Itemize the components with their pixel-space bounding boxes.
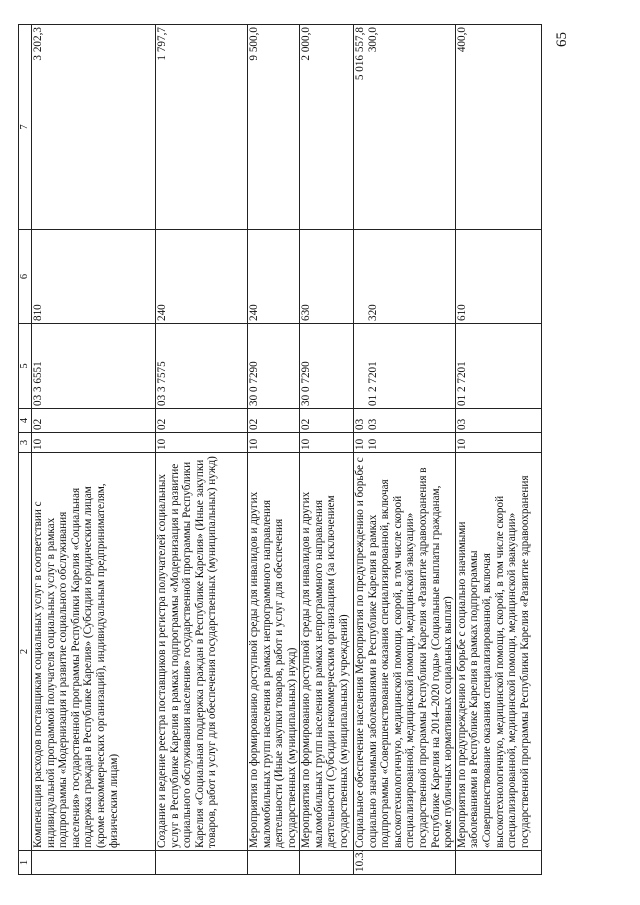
table-row — [248, 25, 300, 875]
subsection-code: 02 — [156, 409, 248, 433]
section-code — [354, 433, 456, 453]
section-code: 10 — [156, 433, 248, 453]
row-description: Мероприятия по формированию доступной среды для инвалидов и других маломобильных групп населения в рамках непрограммного направления деятельности (Субсидии некоммерческим организациям (за исключением государственных (муниципальных) учреждений) — [300, 453, 354, 851]
expense-type-code-item: 320 — [366, 304, 379, 321]
section-code: 10 — [32, 433, 156, 453]
section-code-item: 10 — [366, 438, 379, 450]
target-article-code: 03 3 6551 — [32, 324, 156, 409]
row-description: Создание и ведение реестра поставщиков и регистра получателей социальных услуг в Республике Карелия в рамках подпрограммы «Модернизация и развитие социального обслуживания населения» государственной программы Республики Карелия «Социальная поддержка граждан в Республике Карелия» (Иные закупки товаров, работ и услуг для обеспечения государственных (муниципальных) нужд) — [156, 453, 248, 851]
row-description: Социальное обеспечение населения Мероприятия по предупреждению и борьбе с социально значимыми заболеваниями в Республике Карелия в рамках подпрограммы «Совершенствование оказания специализированной, включая высокотехнологичную, медицинской помощи, скорой, в том числе скорой специализированной, медицинской помощи, медицинской эвакуации» государственной программы Республики Карелия «Развитие здравоохранения в Республике Карелия на 2014–2020 годы» (Социальные выплаты гражданам, кроме публичных нормативных социальных выплат) — [354, 453, 456, 851]
budget-table — [18, 24, 542, 875]
target-article-code: 30 0 7290 — [300, 324, 354, 409]
expense-type-code: 630 — [300, 230, 354, 324]
subsection-code-total: 03 — [354, 418, 366, 430]
subsection-code: 02 — [300, 409, 354, 433]
target-article-code: 01 2 7201 — [455, 324, 541, 409]
target-article-code-item: 01 2 7201 — [366, 361, 379, 406]
col-header-5: 5 — [19, 324, 32, 409]
col-header-7: 7 — [19, 25, 32, 230]
subsection-code-item: 03 — [366, 418, 379, 430]
expense-type-code — [354, 230, 456, 324]
target-article-code — [354, 324, 456, 409]
col-header-4: 4 — [19, 409, 32, 433]
target-article-code: 03 3 7575 — [156, 324, 248, 409]
section-code: 10 — [248, 433, 300, 453]
section-code-total: 10 — [354, 438, 366, 450]
subsection-code — [354, 409, 456, 433]
table-row — [156, 25, 248, 875]
amount: 2 000,0 — [300, 25, 354, 230]
expense-type-code: 610 — [455, 230, 541, 324]
rotated-document — [18, 17, 583, 887]
amount-total: 5 016 557,8 — [354, 27, 366, 81]
table-row — [455, 25, 541, 875]
row-number — [455, 851, 541, 875]
subsection-code: 02 — [248, 409, 300, 433]
table-header-row — [19, 25, 32, 875]
subsection-code: 02 — [32, 409, 156, 433]
expense-type-code: 810 — [32, 230, 156, 324]
row-description: Мероприятия по предупреждению и борьбе с социально значимыми заболеваниями в Республике Карелия в рамках подпрограммы «Совершенствование оказания специализированной, включая высокотехнологичную, медицинской помощи, скорой, в том числе скорой специализированной, медицинской помощи, медицинской эвакуации» государственной программы Республики Карелия «Развитие здравоохранения — [455, 453, 541, 851]
row-number — [156, 851, 248, 875]
section-code: 10 — [455, 433, 541, 453]
amount: 400,0 — [455, 25, 541, 230]
col-header-2: 2 — [19, 453, 32, 851]
amount: 1 797,7 — [156, 25, 248, 230]
table-row — [354, 25, 456, 875]
table-row — [32, 25, 156, 875]
expense-type-code: 240 — [248, 230, 300, 324]
row-number: 10.3. — [354, 851, 456, 875]
target-article-code: 30 0 7290 — [248, 324, 300, 409]
row-number — [248, 851, 300, 875]
expense-type-code: 240 — [156, 230, 248, 324]
amount-item: 300,0 — [366, 27, 379, 53]
table-row — [300, 25, 354, 875]
row-description: Мероприятия по формированию доступной среды для инвалидов и других маломобильных групп населения в рамках непрограммного направления деятельности (Иные закупки товаров, работ и услуг для обеспечения государственных (муниципальных) нужд) — [248, 453, 300, 851]
amount: 9 500,0 — [248, 25, 300, 230]
page-number: 65 — [554, 32, 570, 47]
col-header-1: 1 — [19, 851, 32, 875]
section-code: 10 — [300, 433, 354, 453]
col-header-6: 6 — [19, 230, 32, 324]
subsection-code: 03 — [455, 409, 541, 433]
row-number — [32, 851, 156, 875]
row-number — [300, 851, 354, 875]
amount — [354, 25, 456, 230]
amount: 3 202,3 — [32, 25, 156, 230]
col-header-3: 3 — [19, 433, 32, 453]
row-description: Компенсация расходов поставщикам социальных услуг в соответствии с индивидуальной программой получателя социальных услуг в рамках подпрограммы «Модернизация и развитие социального обслуживания населения» государственной программы Республики Карелия «Социальная поддержка граждан в Республике Карелия» (Субсидии юридическим лицам (кроме некоммерческих организаций), индивидуальным предпринимателям, физическим лицам) — [32, 453, 156, 851]
